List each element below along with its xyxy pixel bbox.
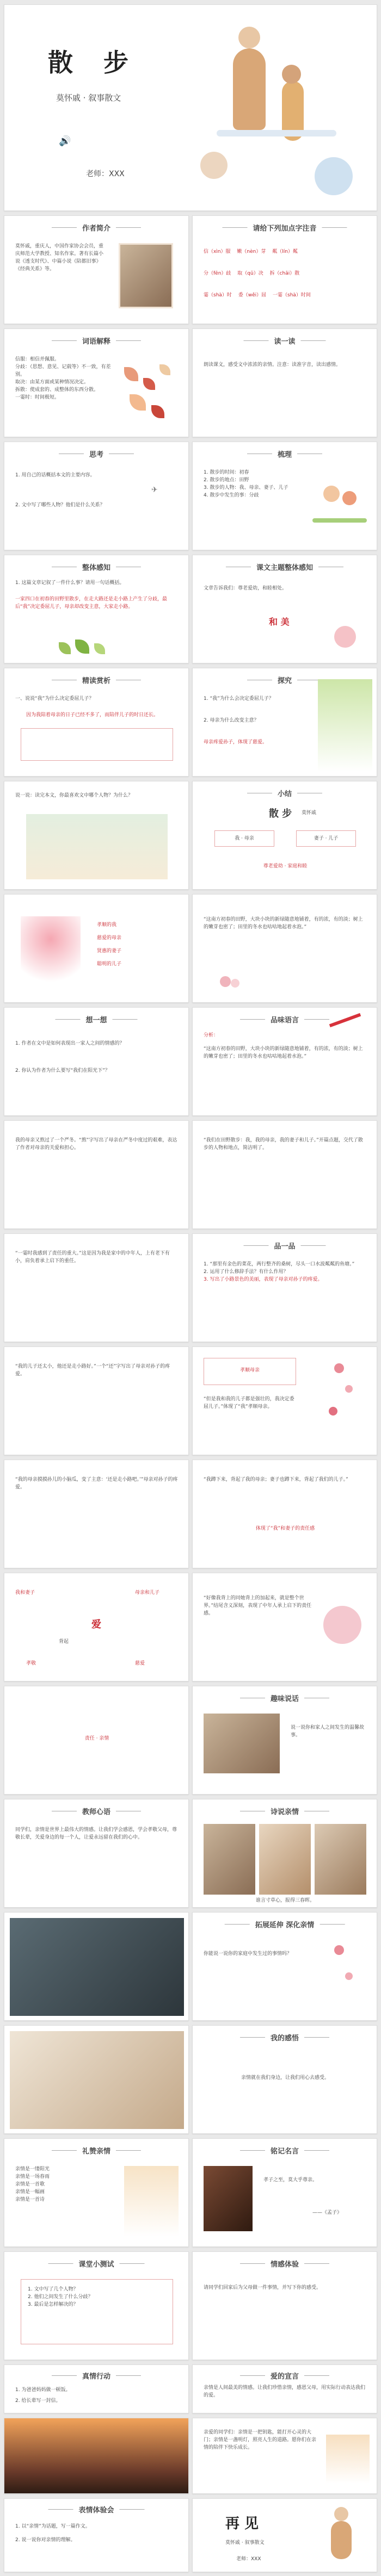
slide-sunset	[4, 2418, 189, 2494]
cover-author: 莫怀戚 · 叙事散文	[56, 93, 121, 103]
poem-photo-3	[315, 1824, 366, 1895]
poem-text: 谁言寸草心，报得三春晖。	[255, 1898, 315, 1903]
poem-photo-1	[204, 1824, 255, 1895]
pinyin-heading: 请给下列加点字注音	[253, 225, 317, 233]
lang-text: “这南方初春的田野，大块小块的新绿随意地铺着，有的浓，有的淡；树上的嫩芽也密了；田里的冬水也咕咕地起着水泡。”	[204, 1046, 363, 1059]
slide-lang	[192, 1007, 377, 1116]
final-illustration	[318, 2507, 367, 2567]
lang-heading: 品味语言	[270, 1016, 299, 1025]
homework-item: 1. 文中写了几个人物？	[28, 2287, 78, 2292]
flower-branch-decoration	[312, 1358, 367, 1450]
remember-text: 孝子之至，莫大乎尊亲。	[263, 2177, 318, 2183]
summary-heading: 小结	[277, 790, 292, 798]
slide-whole	[4, 555, 189, 663]
etiquette-line: 亲情是一首诗	[15, 2196, 45, 2202]
slide-think2	[4, 1007, 189, 1116]
structure-heading: 背起	[59, 1639, 69, 1644]
para8-answer: 体现了“我”和妻子的责任感	[255, 1526, 315, 1531]
slide-para4	[192, 1233, 377, 1342]
appreciate-question: 一、说说“我”为什么决定委屈儿子？	[15, 696, 94, 702]
homework-item: 3. 最后是怎样解决的？	[28, 2301, 78, 2307]
choice-item: 贤惠的妻子	[97, 948, 122, 954]
slide-explore	[192, 668, 377, 777]
teacher-heart-heading: 教师心语	[82, 1808, 111, 1816]
willow-decoration	[318, 679, 372, 772]
relation-item: 2. 散步的地点：田野	[204, 477, 249, 483]
expand-text: 你能说一说你的家庭中发生过的事情吗？	[204, 1951, 292, 1957]
para7-text: “我的母亲摸摸孙儿的小脑瓜，变了主意：‘还是走小路吧。’”母亲对孙子的疼爱。	[15, 1477, 178, 1490]
slide-vocab	[4, 328, 189, 437]
lang-q: 分析：	[204, 1033, 219, 1038]
my-feel-text: 亲情就在我们身边，让我们用心去感受。	[241, 2075, 329, 2081]
think2-q2: 2. 你认为作者为什么要写“我们在阳光下”？	[15, 1068, 110, 1073]
slide-closing-text	[192, 2418, 377, 2494]
practice-item: 2. 说一说你对亲情的理解。	[15, 2537, 76, 2543]
appreciate-box	[21, 728, 173, 761]
choice-item: 聪明的儿子	[97, 961, 122, 967]
family-photo	[204, 1714, 280, 1773]
real-heading: 真情行动	[82, 2373, 111, 2381]
slide-reading	[192, 328, 377, 437]
etiquette-line: 亲情是一幅画	[15, 2189, 45, 2195]
slide-para8	[192, 1460, 377, 1568]
final-title: 再 见	[225, 2516, 259, 2532]
slide-emotion	[192, 2251, 377, 2360]
big-family-photo	[10, 2031, 184, 2129]
slide-para7	[4, 1460, 189, 1568]
flower-decoration	[214, 971, 247, 992]
slide-photo-walk	[4, 781, 189, 890]
slide-final	[192, 2498, 377, 2572]
think-heading: 思考	[89, 451, 104, 459]
expand-heading: 拓展延伸 深化亲情	[255, 1921, 315, 1929]
slide-para1	[4, 1120, 189, 1229]
vocab-item: 一霎时：时间极短。	[15, 394, 60, 400]
pink-flower-decoration	[334, 626, 356, 648]
para3-text: “一霎时我感到了责任的重大。”这是因为我是家中的中年人，上有老下有小，肩负着承上启下的重任。	[15, 1251, 170, 1264]
child-illustration	[124, 2166, 179, 2237]
real-item: 1. 为爸爸妈妈做一顿饭。	[15, 2387, 71, 2393]
vocab-item: 分歧：（思想、意见、记载等）不一致，有差别。	[15, 364, 111, 377]
think-q2: 2. 文中写了哪些人物？他们是什么关系？	[15, 502, 105, 508]
appreciate-answer: 因为我陪着母亲的日子已经不多了，而陪伴儿子的时日还长。	[26, 712, 159, 718]
explore-q1: 1. “我”为什么会决定委屈儿子？	[204, 696, 274, 702]
sunset-photo	[4, 2418, 189, 2494]
slide-para3	[4, 1233, 189, 1342]
etiquette-line: 亲情是一场春雨	[15, 2174, 50, 2180]
grass-decoration	[53, 637, 119, 659]
structure-right2: 慈爱	[135, 1661, 145, 1666]
whole-answer: 一家四口在初春的田野里散步，在走大路还是走小路上产生了分歧，最后“我”决定委屈儿子，母亲却改变主意，大家走小路。	[15, 597, 168, 610]
structure-bottom: 责任 · 亲情	[84, 1736, 109, 1741]
family-walk-illustration	[26, 814, 168, 879]
emotion-heading: 情感体验	[270, 2261, 299, 2269]
slide-lang-intro	[192, 894, 377, 1003]
para6-text: “但是我和我的儿子都是强壮的，我决定委屈儿子。”体现了“我”孝顺母亲。	[204, 1396, 294, 1410]
para4-item: 1. “那里有金色的菜花，两行整齐的桑树，尽头一口水波粼粼的鱼塘。”	[204, 1262, 355, 1267]
love-heading: 爱的宣言	[270, 2373, 299, 2381]
etiquette-heading: 礼赞亲情	[82, 2147, 111, 2156]
explore-q2: 2. 母亲为什么改变主意？	[204, 718, 259, 723]
slide-bottom-structure	[4, 1686, 189, 1795]
slide-para5	[4, 1346, 189, 1455]
choice-item: 孝顺的我	[97, 922, 117, 928]
reading-heading: 读一读	[274, 338, 296, 346]
homework-heading: 课堂小测试	[78, 2261, 114, 2269]
para1-text: 我的母亲又熬过了一个严冬。“熬”字写出了母亲在严冬中度过的艰难，表达了作者对母亲的关爱和担心。	[15, 1138, 177, 1151]
slide-think	[4, 442, 189, 550]
think-q1: 1. 用自己的话概括本文的主要内容。	[15, 473, 95, 478]
flower-vine-decoration	[323, 1934, 367, 2010]
structure-right: 母亲和儿子	[135, 1590, 160, 1596]
choice-item: 慈爱的母亲	[97, 935, 122, 941]
whole-question: 1. 这篇文章记叙了一件什么事？请用一句话概括。	[15, 580, 125, 586]
kids-walking-illustration	[326, 2435, 370, 2484]
summary-right-box: 妻子 · 儿子	[296, 830, 356, 847]
vocab-item: 信服：相信并佩服。	[15, 357, 60, 362]
love-text: 亲情是人间最美的情感。让我们珍惜亲情，感恩父母，用实际行动表达我们的爱。	[204, 2385, 366, 2398]
cover-title: 散 步	[48, 48, 140, 77]
homework-item: 2. 他们之间发生了什么分歧？	[28, 2294, 93, 2300]
cover-teacher: 老师：XXX	[86, 170, 125, 178]
summary-title: 散 步	[269, 808, 292, 820]
para2-text: “我们在田野散步：我，我的母亲，我的妻子和儿子。”开篇点题，交代了散步的人物和地点，简洁明了。	[204, 1138, 363, 1151]
cover-illustration	[200, 21, 364, 195]
vocab-item: 拆散：使成套的、成整体的东西分散。	[15, 387, 99, 393]
slide-remember	[192, 2138, 377, 2247]
slide-cover	[4, 4, 377, 211]
ending-text: “好像我背上的同她背上的加起来，就是整个世界。”结尾含义深刻，表现了中年人承上启下的责任感。	[204, 1596, 312, 1616]
leaves-decoration	[119, 362, 179, 432]
practice-item: 1. 以“亲情”为话题，写一篇作文。	[15, 2524, 90, 2529]
slide-pinyin	[192, 215, 377, 324]
etiquette-line: 亲情是一缕阳光	[15, 2167, 50, 2172]
stroke-decoration	[329, 1013, 361, 1027]
homework-box	[21, 2279, 173, 2344]
slide-love	[192, 2364, 377, 2413]
relation-heading: 梳理	[277, 451, 292, 459]
kids-illustration	[312, 480, 367, 535]
relation-item: 4. 散步中发生的事：分歧	[204, 492, 259, 498]
summary-bottom: 尊老爱幼 · 家庭和睦	[263, 864, 308, 869]
slide-expand	[192, 1912, 377, 2021]
slide-ending	[192, 1573, 377, 1681]
my-feel-heading: 我的感悟	[270, 2034, 299, 2043]
etiquette-line: 亲情是一首歌	[15, 2181, 45, 2187]
final-teacher: 老师：XXX	[236, 2556, 261, 2562]
bird-icon: ✈	[151, 486, 158, 494]
structure-left: 我和妻子	[15, 1590, 35, 1596]
explore-answer: 母亲疼爱孙子，体现了慈爱。	[204, 740, 268, 745]
slide-poem	[192, 1799, 377, 1908]
slide-para2	[192, 1120, 377, 1229]
slide-feel	[192, 555, 377, 663]
appreciate-heading: 精读赏析	[82, 677, 111, 685]
author-photo	[119, 243, 173, 308]
slide-structure	[4, 1573, 189, 1681]
real-item: 2. 给长辈写一封信。	[15, 2398, 61, 2404]
closing-text: 亲爱的同学们：亲情是一把钥匙，能打开心灵的大门；亲情是一盏明灯，照亮人生的道路。愿你们在亲情的陪伴下快乐成长。	[204, 2430, 317, 2450]
structure-center: 爱	[91, 1619, 101, 1630]
pinyin-row-1: 信（xìn）服 嫩（nèn）芽 粼（lín）粼	[204, 249, 298, 255]
practice-heading: 表情体验会	[78, 2506, 114, 2515]
poem-heading: 诗说亲情	[270, 1808, 299, 1816]
carnation-illustration	[21, 916, 81, 992]
vocab-item: 取决：由某方面或某种情况决定。	[15, 379, 89, 385]
author-intro-heading: 作者简介	[82, 225, 111, 233]
slide-flower-choice	[4, 894, 189, 1003]
remember-source: ——《孟子》	[312, 2210, 342, 2215]
summary-left-box: 我 · 母亲	[214, 830, 274, 847]
para4-item: 2. 运用了什么修辞手法？有什么作用？	[204, 1269, 288, 1275]
slide-etiquette	[4, 2138, 189, 2247]
slide-family-photo	[4, 2025, 189, 2134]
pink-bush-decoration	[323, 1606, 361, 1644]
slide-appreciate	[4, 668, 189, 777]
relation-item: 1. 散步的时间：初春	[204, 470, 249, 475]
whole-heading: 整体感知	[82, 564, 111, 572]
vocab-heading: 词语解释	[82, 338, 111, 346]
para6-box: 孝顺母亲	[204, 1358, 296, 1385]
summary-subtitle: 莫怀戚	[302, 810, 317, 816]
structure-left2: 孝敬	[26, 1661, 36, 1666]
slide-teacher-heart	[4, 1799, 189, 1908]
pinyin-row-2: 分（fēn）歧 取（qǔ）决 拆（chāi）散	[204, 271, 300, 276]
feel-key: 和 美	[269, 617, 290, 627]
explore-heading: 探究	[277, 677, 292, 685]
reading-text: 朗读课文，感受文中浓浓的亲情。注意：读准字音，读出感情。	[204, 362, 341, 368]
para5-text: “我的儿子还太小，他还是走小路好。”一个“还”字写出了母亲对孙子的疼爱。	[15, 1364, 170, 1377]
elderly-photo	[10, 1918, 184, 2016]
teacher-heart-text: 同学们，亲情是世界上最伟大的情感。让我们学会感恩，学会孝敬父母，尊敬长辈，关爱身边的每一个人，让爱永远留在我们的心中。	[15, 1827, 177, 1840]
slide-para6	[192, 1346, 377, 1455]
slide-summary	[192, 781, 377, 890]
speaker-icon[interactable]: 🔊	[59, 135, 71, 147]
think2-heading: 想一想	[85, 1016, 107, 1025]
para4-item: 3. 写出了小路景色的美丽，表现了母亲对孙子的疼爱。	[204, 1276, 323, 1282]
author-intro-text: 莫怀戚，重庆人，中国作家协会会员，重庆师范大学教授、知名作家。著有长篇小说《透支时代》、中篇小说《陪都旧事》《经典关系》等。	[15, 244, 104, 272]
feel-heading: 课文主题整体感知	[256, 564, 314, 572]
slide-my-feel	[192, 2025, 377, 2134]
emotion-text: 请同学们回家后为父母做一件事情，并写下你的感受。	[204, 2285, 322, 2291]
remember-heading: 铭记名言	[270, 2147, 299, 2156]
slide-author-intro	[4, 215, 189, 324]
slide-homework	[4, 2251, 189, 2360]
poem-photo-2	[259, 1824, 311, 1895]
feel-text: 文章告诉我们：尊老爱幼，和睦相处。	[204, 586, 287, 591]
pinyin-row-3: 霎（shà）时 委（wěi）屈 一霎（shà）时间	[204, 293, 311, 298]
lang-quote: “这南方初春的田野，大块小块的新绿随意地铺着，有的浓，有的淡；树上的嫩芽也密了；田里的冬水也咕咕地起着水泡。”	[204, 917, 363, 930]
think2-q1: 1. 作者在文中是如何表现出一家人之间的情感的？	[15, 1041, 125, 1046]
fun-heading: 趣味说话	[270, 1695, 299, 1703]
relation-item: 3. 散步的人物：我、母亲、妻子、儿子	[204, 485, 288, 491]
para8-text: “我蹲下来，背起了我的母亲；妻子也蹲下来，背起了我们的儿子。”	[204, 1477, 348, 1482]
para4-heading: 品一品	[274, 1243, 296, 1251]
slide-fun	[192, 1686, 377, 1795]
final-author: 莫怀戚 · 叙事散文	[225, 2540, 265, 2546]
flower-question: 说一说：读完本文，你最喜欢文中哪个人物？为什么？	[15, 793, 133, 798]
fun-text: 说一说你和家人之间发生的温馨故事。	[291, 1725, 365, 1738]
slide-relation	[192, 442, 377, 550]
slide-practice	[4, 2498, 189, 2572]
slide-old-photo	[4, 1912, 189, 2021]
slide-real	[4, 2364, 189, 2413]
portrait-photo	[204, 2166, 253, 2231]
